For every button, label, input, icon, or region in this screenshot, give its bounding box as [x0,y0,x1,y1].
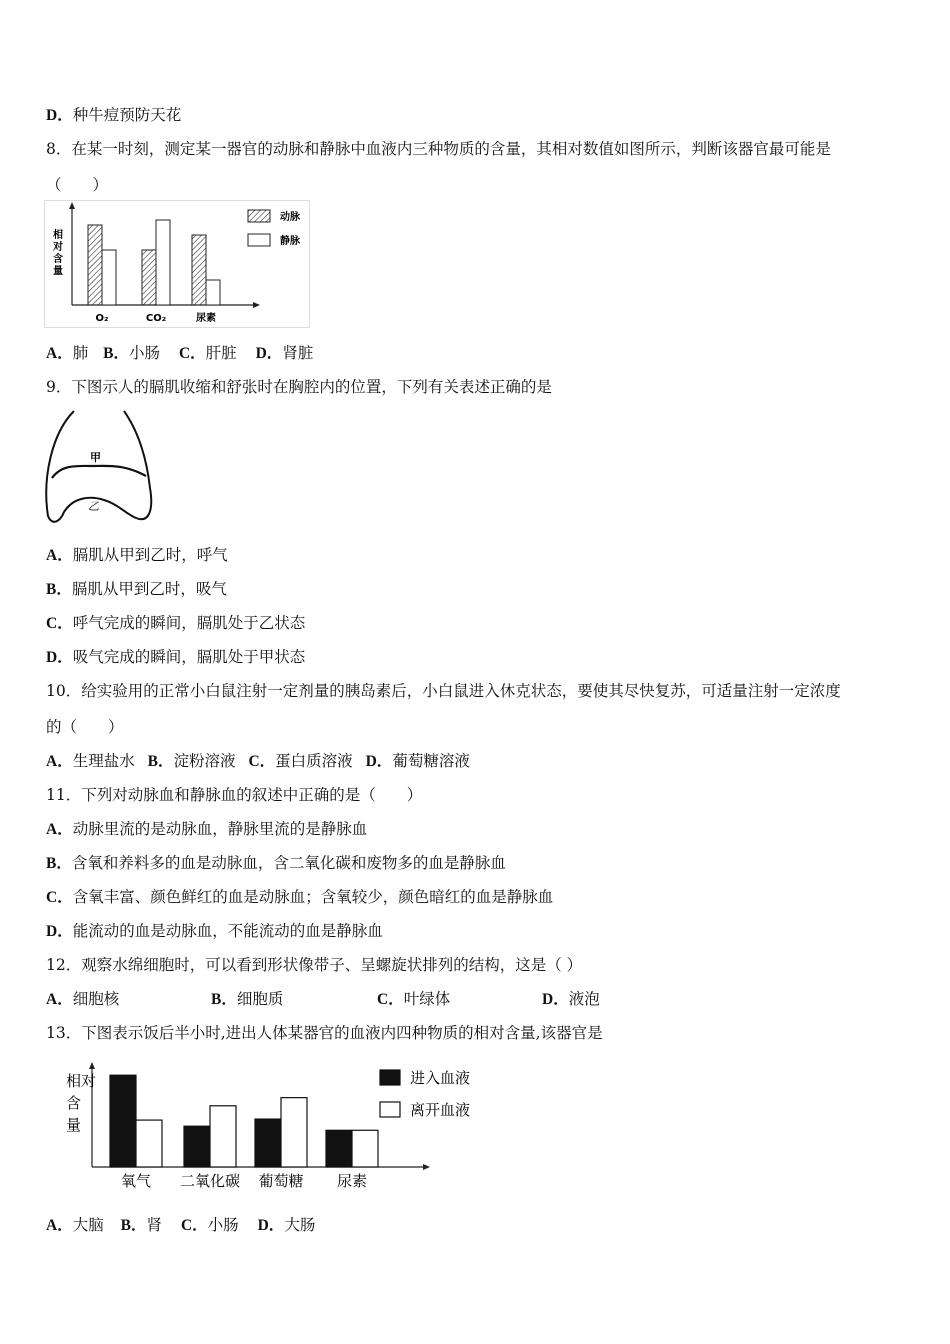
option-a-text: 大脑 [72,1216,104,1234]
x-tick-label: O₂ [95,313,109,324]
option-label: B． [120,1217,147,1234]
option-d-text: 葡萄糖溶液 [392,752,470,770]
q13-bar-chart [62,1060,482,1196]
option-label: D． [46,107,73,124]
legend-label: 离开血液 [410,1101,471,1119]
q9-option-a [46,543,228,565]
option-text: 动脉里流的是动脉血，静脉里流的是静脉血 [72,820,368,838]
q13-stem: 13．下图表示饭后半小时,进出人体某器官的血液内四种物质的相对含量,该器官是 [46,1024,603,1042]
option-label: C． [180,1217,208,1234]
option-text: 含氧丰富、颜色鲜红的血是动脉血；含氧较少，颜色暗红的血是静脉血 [72,888,554,906]
option-label: A． [46,547,73,564]
y-axis-label [52,228,63,277]
y-axis-arrow [69,202,75,209]
bar-静脉 [156,220,170,305]
bar-静脉 [102,250,116,305]
legend-swatch [380,1102,400,1117]
bar-进入血液 [255,1119,281,1167]
option-label: C． [248,753,276,770]
option-text: 种牛痘预防天花 [72,106,182,124]
option-label: A． [46,1217,73,1234]
option-c-text: 蛋白质溶液 [275,752,353,770]
x-axis-arrow [253,302,260,308]
option-label: D． [46,649,73,666]
bar-进入血液 [110,1075,136,1167]
bar-离开血液 [136,1120,162,1167]
q11-option-d [46,919,383,941]
q8-stem-line2: （ ） [46,176,109,194]
x-tick-label: 二氧化碳 [179,1172,241,1190]
q8-bar-chart [44,200,310,328]
y-label-char: 相 [53,230,63,241]
bar-进入血液 [326,1130,352,1167]
q11-option-c [46,885,553,907]
q12-stem: 12．观察水绵细胞时，可以看到形状像带子、呈螺旋状排列的结构，这是（ ） [46,956,583,974]
option-label: C． [46,889,73,906]
q11-option-a [46,817,367,839]
option-text: 细胞核 [72,990,120,1008]
option-text: 含氧和养料多的血是动脉血，含二氧化碳和废物多的血是静脉血 [71,854,506,872]
q7-option-d [46,103,181,125]
q9-option-c [46,611,305,633]
option-text: 细胞质 [236,990,284,1008]
option-label: A． [46,991,73,1008]
option-b-text: 淀粉溶液 [173,752,236,770]
q12-option-b [211,987,283,1009]
option-label: B． [46,581,72,598]
option-c-text: 肝脏 [205,344,237,362]
bar-动脉 [192,235,206,305]
x-tick-label: 尿素 [196,313,216,324]
y-label-line: 量 [66,1116,82,1134]
label-yi: 乙 [88,500,99,513]
q8-options [46,341,313,363]
q9-option-b [46,577,227,599]
y-label-line: 相对 [66,1072,97,1090]
q12-option-d [542,987,600,1009]
q13-options [46,1213,315,1235]
x-axis-arrow [423,1164,430,1170]
option-text: 呼气完成的瞬间，膈肌处于乙状态 [72,614,306,632]
q10-stem-line1: 10．给实验用的正常小白鼠注射一定剂量的胰岛素后，小白鼠进入休克状态，要使其尽快复苏，可适量注射一定浓度 [46,682,841,700]
y-label-line: 含 [66,1094,82,1112]
q8-stem-line1: 8．在某一时刻，测定某一器官的动脉和静脉中血液内三种物质的含量，其相对数值如图所示，判断该器官最可能是 [46,140,831,158]
option-label: A． [46,821,73,838]
diaphragm-diagram [44,408,156,528]
option-d-text: 肾脏 [282,344,314,362]
option-b-text: 小肠 [129,344,161,362]
option-label: B． [211,991,237,1008]
option-label: B． [103,345,129,362]
option-label: D． [46,923,73,940]
option-label: A． [46,753,73,770]
legend-swatch [248,234,270,246]
legend-label: 动脉 [280,212,300,223]
legend-label: 静脉 [280,236,300,247]
option-label: B． [46,855,72,872]
x-tick-label: 氧气 [120,1172,152,1190]
legend-swatch [248,210,270,222]
bar-动脉 [88,225,102,305]
option-d-text: 大肠 [284,1216,316,1234]
option-label: D． [255,345,283,362]
q12-option-c [377,987,450,1009]
bar-动脉 [142,250,156,305]
legend-swatch [380,1070,400,1085]
x-tick-label: 葡萄糖 [258,1172,304,1190]
option-a-text: 生理盐水 [72,752,135,770]
y-label-char: 对 [53,242,63,253]
option-b-text: 肾 [146,1216,163,1234]
diaphragm-position-jia [52,466,146,478]
option-label: D． [542,991,569,1008]
option-text: 液泡 [568,990,600,1008]
bar-静脉 [206,280,220,305]
option-label: B． [147,753,174,770]
y-label-char: 量 [53,266,63,277]
q11-option-b [46,851,506,873]
option-label: C． [377,991,404,1008]
y-axis-arrow [89,1062,95,1069]
q12-option-a [46,987,119,1009]
option-text: 叶绿体 [403,990,451,1008]
option-text: 能流动的血是动脉血，不能流动的血是静脉血 [72,922,383,940]
q10-options [46,749,470,771]
q10-stem-line2: 的（ ） [46,718,124,736]
option-text: 膈肌从甲到乙时，吸气 [71,580,227,598]
bar-离开血液 [352,1130,378,1167]
x-tick-label: 尿素 [336,1172,368,1190]
q11-stem: 11．下列对动脉血和静脉血的叙述中正确的是（ ） [46,786,423,804]
q9-stem: 9．下图示人的膈肌收缩和舒张时在胸腔内的位置，下列有关表述正确的是 [46,378,552,396]
bar-离开血液 [281,1098,307,1167]
option-a-text: 肺 [72,344,89,362]
legend-label: 进入血液 [410,1069,471,1087]
x-tick-label: CO₂ [145,313,167,324]
option-text: 吸气完成的瞬间，膈肌处于甲状态 [72,648,306,666]
option-label: D． [365,753,393,770]
bar-进入血液 [184,1126,210,1167]
option-label: A． [46,345,73,362]
q9-option-d [46,645,305,667]
option-label: C． [178,345,206,362]
option-label: D． [257,1217,285,1234]
bar-离开血液 [210,1106,236,1167]
y-label-char: 含 [53,254,63,265]
option-text: 膈肌从甲到乙时，呼气 [72,546,228,564]
option-c-text: 小肠 [207,1216,239,1234]
label-jia: 甲 [90,451,101,464]
option-label: C． [46,615,73,632]
